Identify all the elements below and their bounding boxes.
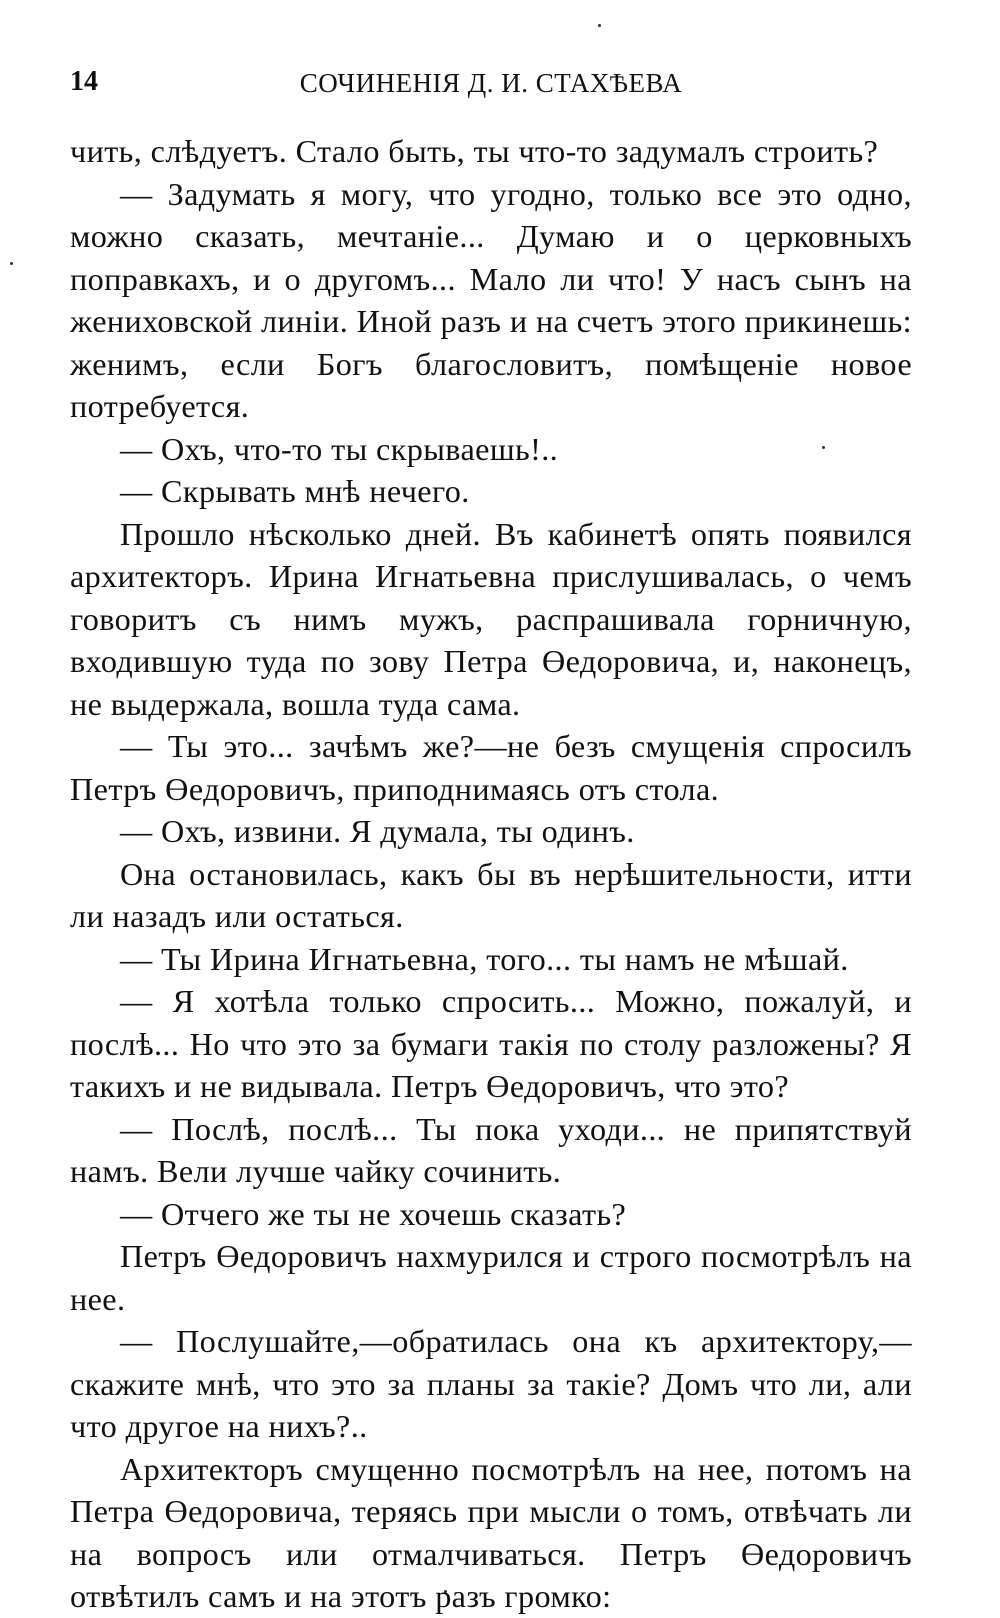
print-speck bbox=[598, 24, 601, 27]
running-title: СОЧИНЕНІЯ Д. И. СТАХѢЕВА bbox=[299, 68, 683, 98]
paragraph: Прошло нѣсколько дней. Въ кабинетѣ опять появился архитекторъ. Ирина Игнатьевна прислушивалась, о чемъ говоритъ съ нимъ мужъ, распрашивала горничную, входившую туда по зову Петра Өедоровича, и, наконецъ, не выдержала, вошла туда сама. bbox=[70, 515, 912, 722]
page-number: 14 bbox=[70, 66, 98, 97]
paragraph: Петръ Өедоровичъ нахмурился и строго посмотрѣлъ на нее. bbox=[70, 1238, 912, 1317]
page-header bbox=[70, 58, 912, 114]
dialogue-line: — Задумать я могу, что угодно, только все это одно, можно сказать, мечтаніе... Думаю и о церковныхъ поправкахъ, и о другомъ... Мало ли что! У насъ сынъ на жениховской линіи. Иной разъ и на счетъ этого прикинешь: женимъ, если Богъ благословитъ, помѣщеніе новое потребуется. bbox=[70, 175, 912, 424]
dialogue-line: — Послѣ, послѣ... Ты пока уходи... не припятствуй намъ. Вели лучше чайку сочинить. bbox=[70, 1110, 912, 1189]
dialogue-line: — Ты Ирина Игнатьевна, того... ты намъ не мѣшай. bbox=[120, 940, 849, 977]
dialogue-line: — Охъ, извини. Я думала, ты одинъ. bbox=[120, 813, 635, 849]
dialogue-line: — Охъ, что-то ты скрываешь!.. bbox=[120, 430, 559, 467]
dialogue-line: — Ты это... зачѣмъ же?—не безъ смущенія спросилъ Петръ Өедоровичъ, приподнимаясь отъ стола. bbox=[70, 728, 912, 807]
paragraph: Архитекторъ смущенно посмотрѣлъ на нее, потомъ на Петра Өедоровича, теряясь при мысли о томъ, отвѣчать ли на вопросъ или отмалчиваться. Петръ Өедоровичъ отвѣтилъ самъ и на этотъ разъ громко: bbox=[70, 1450, 912, 1614]
print-speck bbox=[10, 262, 13, 265]
dialogue-line: — Послушайте,—обратилась она къ архитектору,— скажите мнѣ, что это за планы за такіе? Домъ что ли, али что другое на нихъ?.. bbox=[70, 1323, 912, 1444]
paragraph: Она остановилась, какъ бы въ нерѣшительности, итти ли назадъ или остаться. bbox=[70, 855, 912, 934]
paragraph: чить, слѣдуетъ. Стало быть, ты что-то задумалъ строить? bbox=[70, 133, 879, 169]
dialogue-line: — Скрывать мнѣ нечего. bbox=[120, 473, 470, 509]
page-body bbox=[70, 130, 912, 1618]
dialogue-line: — Отчего же ты не хочешь сказать? bbox=[120, 1195, 627, 1232]
book-page bbox=[70, 58, 912, 1614]
dialogue-line: — Я хотѣла только спросить... Можно, пожалуй, и послѣ... Но что это за бумаги такія по столу разложены? Я такихъ и не видывала. Петръ Өедоровичъ, что это? bbox=[70, 983, 912, 1104]
